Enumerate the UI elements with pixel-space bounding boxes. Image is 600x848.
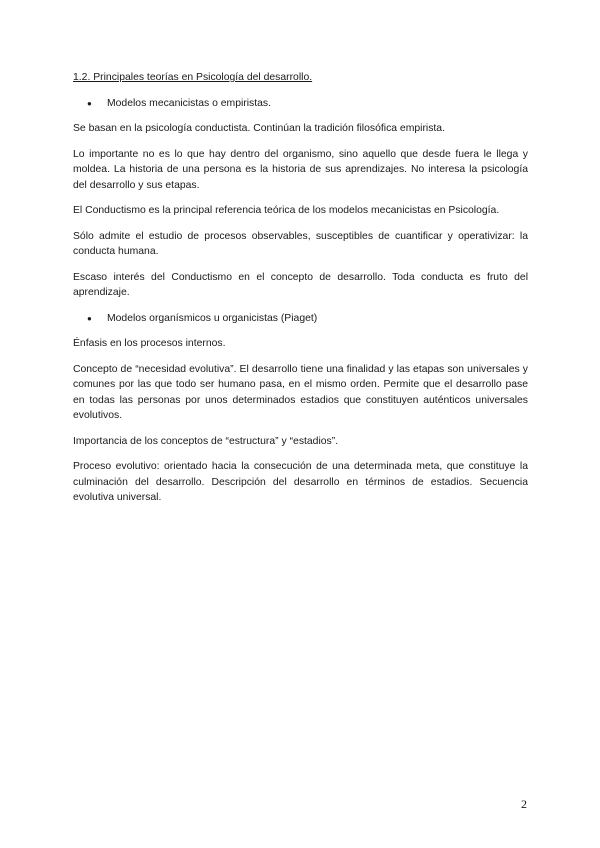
paragraph-7: Concepto de “necesidad evolutiva”. El desarrollo tiene una finalidad y las etapas son universales y comunes por las que todo ser humano pasa, en el mismo orden. Permite que el desarrollo pase en todas las personas por unos determinados estadios que constituyen auténticos universales evolutivos. [73, 363, 528, 421]
paragraph-1: Se basan en la psicología conductista. Continúan la tradición filosófica empirista. [73, 123, 445, 134]
paragraph-9: Proceso evolutivo: orientado hacia la consecución de una determinada meta, que constituye la culminación del desarrollo. Descripción del desarrollo en términos de estadios. Secuencia evolutiva universal. [73, 461, 528, 503]
page-number: 2 [521, 797, 527, 811]
bullet-label: Modelos mecanicistas o empiristas. [107, 97, 272, 109]
bullet-item-organicistas [73, 311, 528, 327]
paragraph-8: Importancia de los conceptos de “estructura” y “estadios”. [73, 435, 339, 447]
bullet-label: Modelos organísmicos u organicistas (Piaget) [107, 312, 318, 324]
bullet-item-mecanicistas [73, 96, 528, 112]
paragraph-2: Lo importante no es lo que hay dentro del organismo, sino aquello que desde fuera le llega y moldea. La historia de una persona es la historia de sus aprendizajes. No interesa la psicología del desarrollo y sus etapas. [73, 148, 528, 191]
paragraph-5: Escaso interés del Conductismo en el concepto de desarrollo. Toda conducta es fruto del aprendizaje. [73, 271, 528, 298]
section-heading: 1.2. Principales teorías en Psicología del desarrollo. [73, 72, 313, 83]
bullet-dot-icon: ● [87, 313, 92, 323]
paragraph-6: Énfasis en los procesos internos. [73, 338, 226, 349]
document-page [73, 70, 528, 516]
bullet-dot-icon: ● [87, 98, 92, 108]
paragraph-3: El Conductismo es la principal referencia teórica de los modelos mecanicistas en Psicología. [73, 205, 500, 216]
paragraph-4: Sólo admite el estudio de procesos observables, susceptibles de cuantificar y operativizar: la conducta humana. [73, 230, 528, 257]
